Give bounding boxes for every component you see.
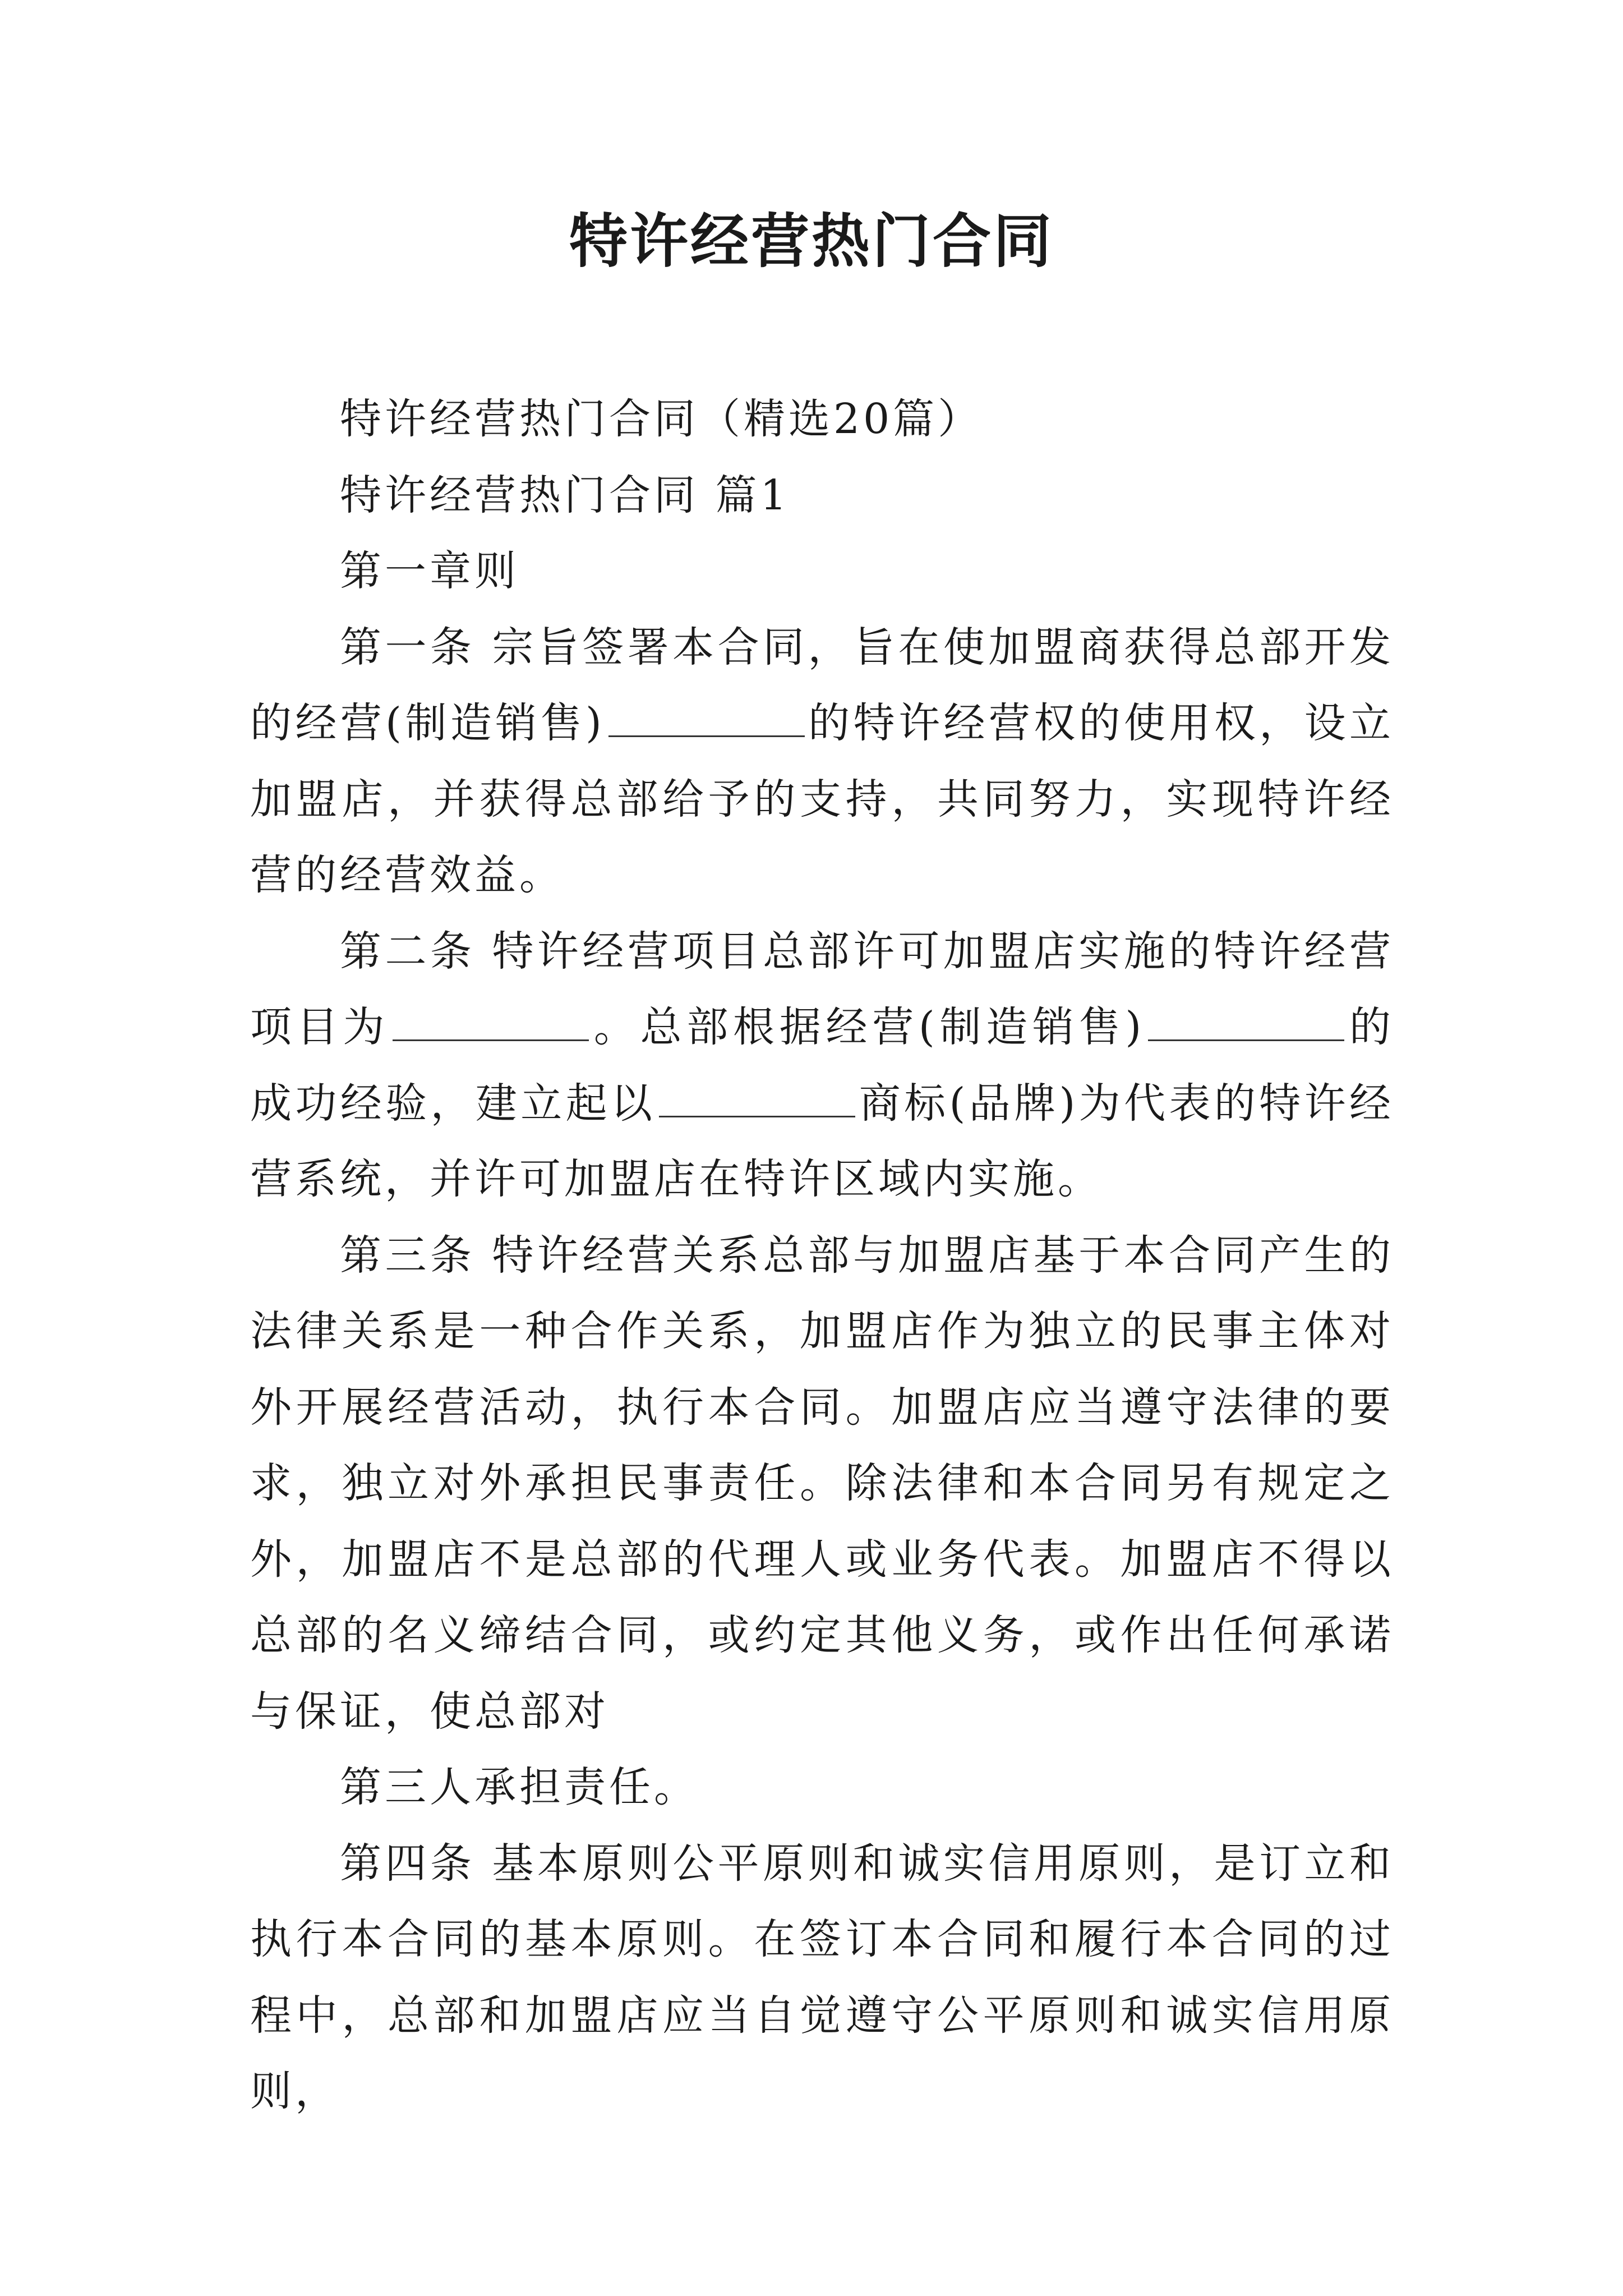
document-title: 特许经营热门合同 bbox=[569, 206, 1054, 275]
fill-in-blank bbox=[1148, 1002, 1344, 1041]
part-heading-paragraph: 特许经营热门合同 篇1 bbox=[340, 471, 790, 519]
article-2-text-d: 商标(品牌)为代表的特许经营系统，并许可加盟店在特许区域内实施。 bbox=[250, 1079, 1394, 1203]
chapter-heading-paragraph: 第一章则 bbox=[340, 547, 519, 595]
article-1-text-b: 的特许经营权的使用权，设立加盟店，并获得总部给予的支持，共同努力，实现特许经营的经营效益。 bbox=[250, 699, 1394, 899]
article-1-paragraph bbox=[250, 610, 1394, 914]
fill-in-blank bbox=[608, 698, 805, 737]
article-1-text-a: 第一条 宗旨签署本合同，旨在使加盟商获得总部开发的经营(制造销售) bbox=[250, 623, 1394, 747]
document-body bbox=[250, 381, 1394, 2130]
article-2-paragraph bbox=[250, 914, 1394, 1218]
article-2-text-c: 的成功经验，建立起以 bbox=[250, 1003, 1395, 1128]
article-4-paragraph: 第四条 基本原则公平原则和诚实信用原则，是订立和执行本合同的基本原则。在签订本合同和履行本合同的过程中，总部和加盟店应当自觉遵守公平原则和诚实信用原则， bbox=[250, 1839, 1394, 2115]
fill-in-blank bbox=[393, 1002, 589, 1041]
article-3-paragraph: 第三条 特许经营关系总部与加盟店基于本合同产生的法律关系是一种合作关系，加盟店作为独立的民事主体对外开展经营活动，执行本合同。加盟店应当遵守法律的要求，独立对外承担民事责任。除法律和本合同另有规定之外，加盟店不是总部的代理人或业务代表。加盟店不得以总部的名义缔结合同，或约定其他义务，或作出任何承诺与保证，使总部对 bbox=[250, 1231, 1394, 1736]
article-2-text-a: 第二条 特许经营项目总部许可加盟店实施的特许经营项目为 bbox=[250, 927, 1394, 1051]
article-3-continuation-paragraph: 第三人承担责任。 bbox=[340, 1763, 699, 1811]
subtitle-paragraph: 特许经营热门合同（精选20篇） bbox=[340, 395, 983, 443]
article-2-text-b: 。总部根据经营(制造销售) bbox=[592, 1003, 1145, 1051]
fill-in-blank bbox=[659, 1079, 855, 1117]
